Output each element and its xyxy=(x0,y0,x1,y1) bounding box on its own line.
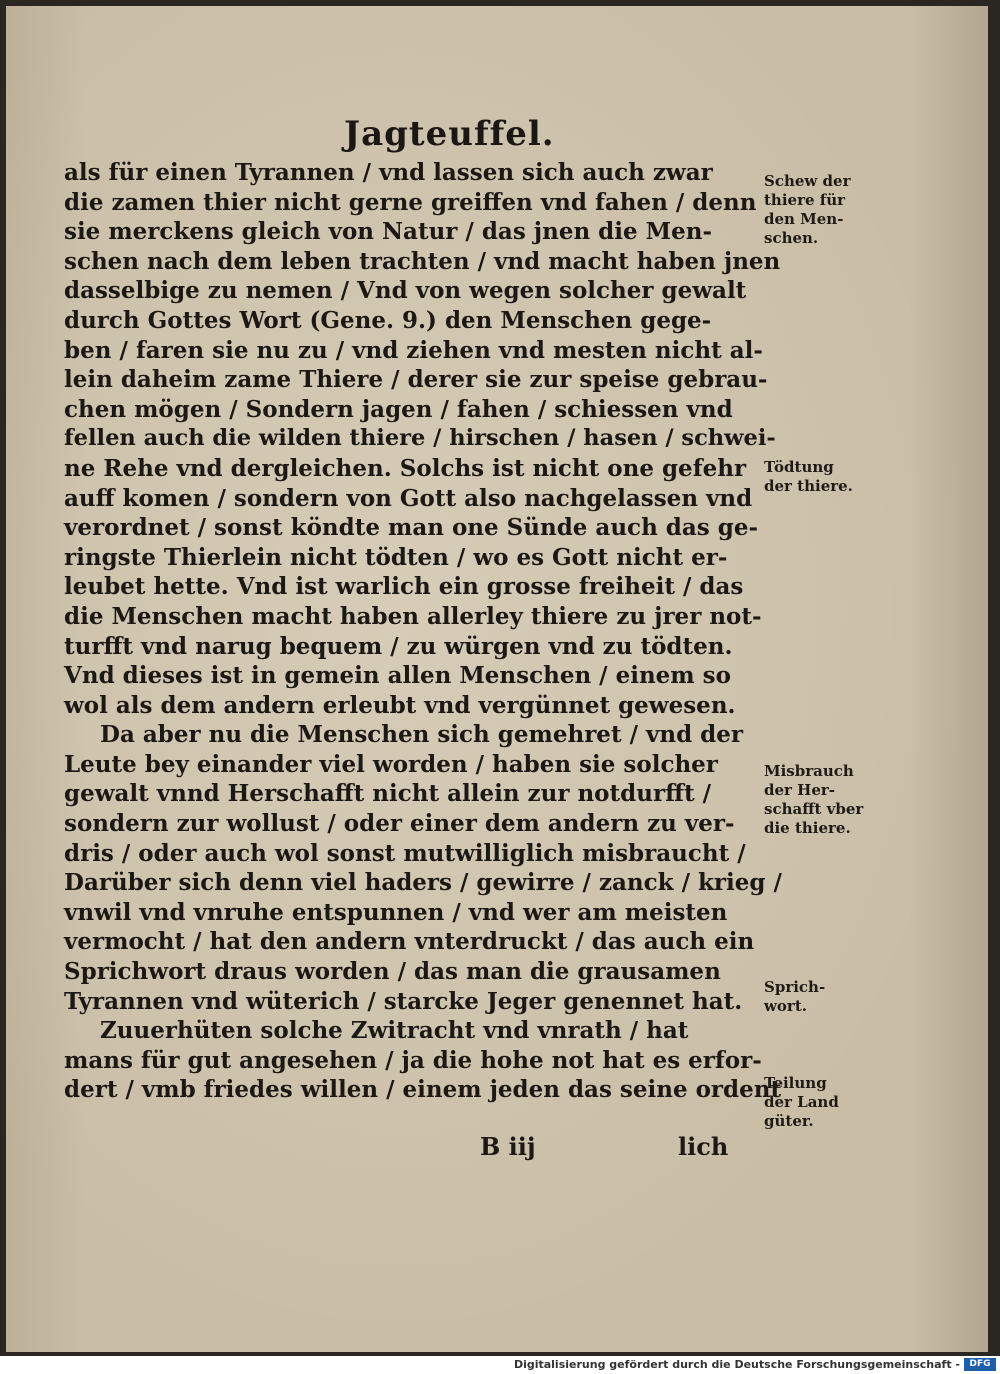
text-line: wol als dem andern erleubt vnd vergünnet gewesen. xyxy=(64,691,736,719)
text-line: als für einen Tyrannen / vnd lassen sich auch zwar xyxy=(64,159,713,186)
gloss-line: den Men- xyxy=(764,210,844,228)
text-line: ben / faren sie nu zu / vnd ziehen vnd mesten nicht al- xyxy=(64,336,763,364)
text-line: ne Rehe vnd dergleichen. Solchs ist nicht one gefehr xyxy=(64,454,747,482)
text-line: fellen auch die wilden thiere / hirschen / hasen / schwei- xyxy=(64,425,776,452)
gloss-line: schafft vber xyxy=(764,800,864,818)
gloss-line: wort. xyxy=(764,997,807,1015)
margin-gloss-misbrauch xyxy=(764,762,863,838)
gloss-line: der thiere. xyxy=(764,477,853,495)
margin-gloss-sprichwort xyxy=(764,978,825,1016)
gloss-line: thiere für xyxy=(764,191,846,209)
book-page xyxy=(6,6,988,1352)
text-line: Vnd dieses ist in gemein allen Menschen / einem so xyxy=(64,662,731,690)
text-line: lein daheim zame Thiere / derer sie zur speise gebrau- xyxy=(64,366,768,394)
text-line: chen mögen / Sondern jagen / fahen / schiessen vnd xyxy=(64,395,733,423)
text-line: die Menschen macht haben allerley thiere zu jrer not- xyxy=(64,602,762,630)
text-line: dasselbige zu nemen / Vnd von wegen solcher gewalt xyxy=(64,277,747,305)
text-line: sie merckens gleich von Natur / das jnen die Men- xyxy=(64,218,712,246)
text-line: dert / vmb friedes willen / einem jeden das seine ordent xyxy=(64,1076,782,1104)
gloss-line: Tödtung xyxy=(764,458,834,476)
gloss-line: güter. xyxy=(764,1112,814,1130)
text-line: durch Gottes Wort (Gene. 9.) den Menschen gege- xyxy=(64,306,712,334)
text-line: sondern zur wollust / oder einer dem andern zu ver- xyxy=(64,810,735,838)
text-line: Leute bey einander viel worden / haben sie solcher xyxy=(64,750,718,778)
text-line: Zuuerhüten solche Zwitracht vnd vnrath / hat xyxy=(100,1017,689,1045)
gloss-line: Teilung xyxy=(764,1074,827,1092)
gloss-line: die thiere. xyxy=(764,819,851,837)
gloss-line: Schew der xyxy=(764,172,851,190)
funding-footer xyxy=(0,1356,1000,1374)
text-line: verordnet / sonst köndte man one Sünde auch das ge- xyxy=(64,514,758,542)
dfg-logo: DFG xyxy=(964,1358,996,1371)
text-line: vermocht / hat den andern vnterdruckt / das auch ein xyxy=(64,928,755,956)
margin-gloss-schew xyxy=(764,172,850,248)
text-line: auff komen / sondern von Gott also nachgelassen vnd xyxy=(64,484,753,512)
margin-gloss-teilung xyxy=(764,1074,839,1131)
catchword: lich xyxy=(678,1132,729,1161)
text-line: schen nach dem leben trachten / vnd macht haben jnen xyxy=(64,247,781,275)
text-line: ringste Thierlein nicht tödten / wo es Gott nicht er- xyxy=(64,543,728,571)
gloss-line: der Land xyxy=(764,1093,839,1111)
text-line: Darüber sich denn viel haders / gewirre / zanck / krieg / xyxy=(64,869,782,897)
gloss-line: Misbrauch xyxy=(764,762,854,780)
text-line: Da aber nu die Menschen sich gemehret / vnd der xyxy=(100,721,743,749)
text-line: leubet hette. Vnd ist warlich ein grosse freiheit / das xyxy=(64,573,744,601)
signature-mark: B iij xyxy=(480,1132,536,1161)
funding-text: Digitalisierung gefördert durch die Deutsche Forschungsgemeinschaft - xyxy=(513,1358,960,1371)
gloss-line: Sprich- xyxy=(764,978,826,996)
text-line: die zamen thier nicht gerne greiffen vnd fahen / denn xyxy=(64,188,757,216)
running-head: Jagteuffel. xyxy=(344,114,555,154)
text-line: Sprichwort draus worden / das man die grausamen xyxy=(64,958,721,986)
gloss-line: der Her- xyxy=(764,781,836,799)
text-line: Tyrannen vnd wüterich / starcke Jeger genennet hat. xyxy=(64,987,743,1015)
text-line: mans für gut angesehen / ja die hohe not hat es erfor- xyxy=(64,1046,762,1074)
text-line: vnwil vnd vnruhe entspunnen / vnd wer am meisten xyxy=(64,898,728,926)
gloss-line: schen. xyxy=(764,229,819,247)
page-foot xyxy=(6,1132,988,1166)
margin-gloss-toedtung xyxy=(764,458,853,496)
text-line: dris / oder auch wol sonst mutwilliglich misbraucht / xyxy=(64,839,746,867)
body-text xyxy=(64,158,784,1105)
text-line: gewalt vnnd Herschafft nicht allein zur notdurfft / xyxy=(64,780,711,808)
text-line: turfft vnd narug bequem / zu würgen vnd zu tödten. xyxy=(64,632,733,660)
